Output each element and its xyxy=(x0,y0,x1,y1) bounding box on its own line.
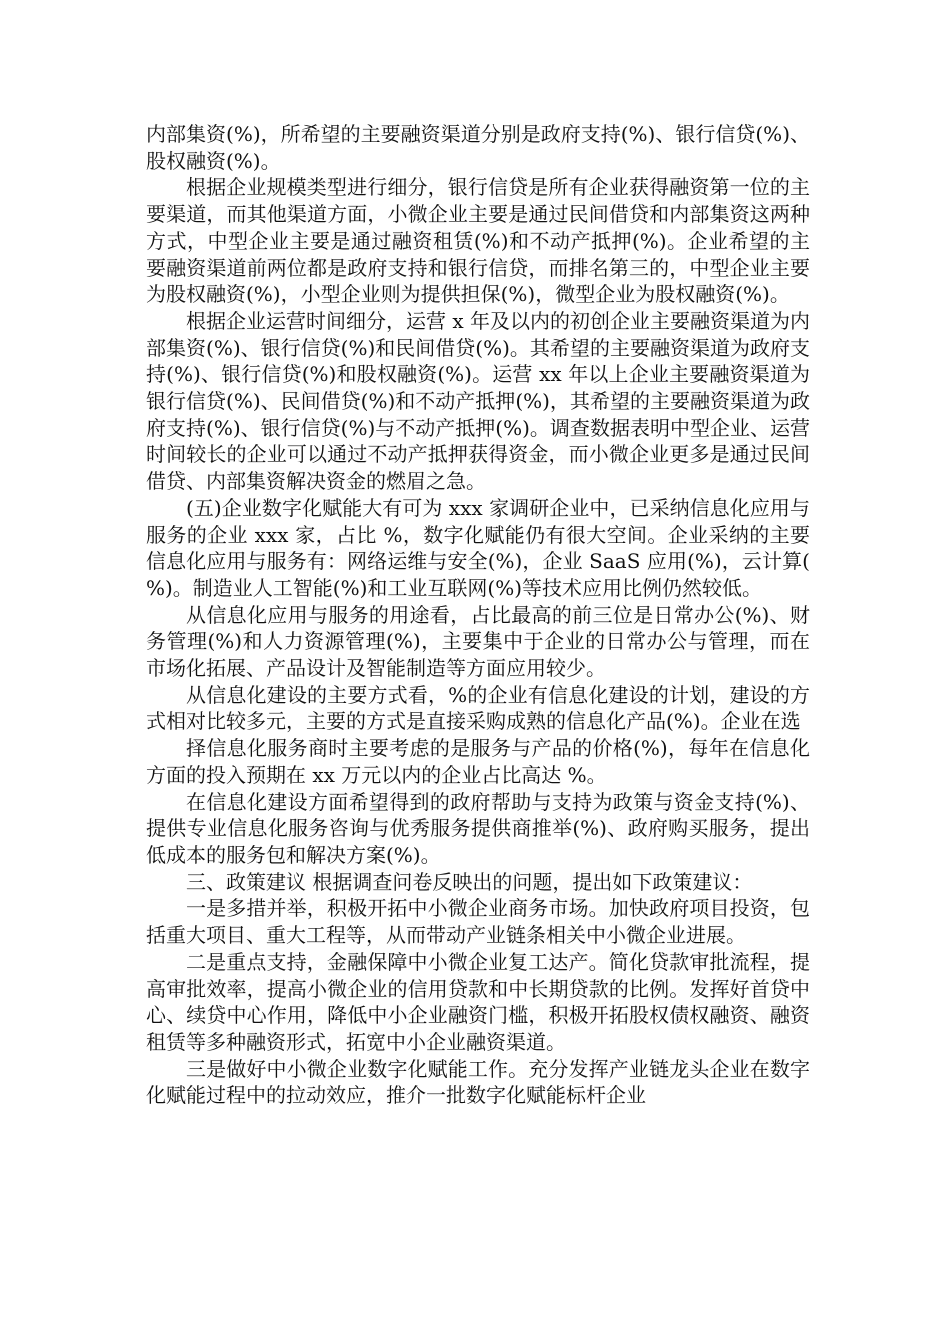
paragraph-10: 一是多措并举，积极开拓中小微企业商务市场。加快政府项目投资，包括重大项目、重大工程等，从而带动产业链条相关中小微企业进展。 xyxy=(146,896,810,948)
section-heading-policy: 三、政策建议 根据调查问卷反映出的问题，提出如下政策建议： xyxy=(186,869,753,894)
paragraph-4: (五)企业数字化赋能大有可为 xxx 家调研企业中，已采纳信息化应用与服务的企业 xxx 家，占比 %，数字化赋能仍有很大空间。企业采纳的主要信息化应用与服务有：网络运维与安全(%)，企业 SaaS 应用(%)，云计算(%)。制造业人工智能(%)和工业互联网(%)等技术应用比例仍然较低。 xyxy=(146,495,810,600)
paragraph-1: 内部集资(%)，所希望的主要融资渠道分别是政府支持(%)、银行信贷(%)、股权融资(%)。 xyxy=(146,122,810,173)
paragraph-6: 从信息化建设的主要方式看，%的企业有信息化建设的计划，建设的方式相对比较多元，主要的方式是直接采购成熟的信息化产品(%)。企业在选 xyxy=(146,682,810,734)
paragraph-8: 在信息化建设方面希望得到的政府帮助与支持为政策与资金支持(%)、提供专业信息化服务咨询与优秀服务提供商推举(%)、政府购买服务，提出低成本的服务包和解决方案(%)。 xyxy=(146,789,810,867)
paragraph-3: 根据企业运营时间细分，运营 x 年及以内的初创企业主要融资渠道为内部集资(%)、银行信贷(%)和民间借贷(%)。其希望的主要融资渠道为政府支持(%)、银行信贷(%)和股权融资(%)。运营 xx 年以上企业主要融资渠道为银行信贷(%)、民间借贷(%)和不动产抵押(%)，其希望的主要融资渠道为政府支持(%)、银行信贷(%)与不动产抵押(%)。调查数据表明中型企业、运营时间较长的企业可以通过不动产抵押获得资金，而小微企业更多是通过民间借贷、内部集资解决资金的燃眉之急。 xyxy=(146,308,810,494)
document-body xyxy=(146,121,810,1109)
paragraph-2: 根据企业规模类型进行细分，银行信贷是所有企业获得融资第一位的主要渠道，而其他渠道方面，小微企业主要是通过民间借贷和内部集资这两种方式，中型企业主要是通过融资租赁(%)和不动产抵押(%)。企业希望的主要融资渠道前两位都是政府支持和银行信贷，而排名第三的，中型企业主要为股权融资(%)，小型企业则为提供担保(%)，微型企业为股权融资(%)。 xyxy=(146,175,810,307)
paragraph-12: 三是做好中小微企业数字化赋能工作。充分发挥产业链龙头企业在数字化赋能过程中的拉动效应，推介一批数字化赋能标杆企业 xyxy=(146,1056,810,1108)
paragraph-7: 择信息化服务商时主要考虑的是服务与产品的价格(%)，每年在信息化方面的投入预期在 xx 万元以内的企业占比高达 %。 xyxy=(146,736,810,787)
paragraph-11: 二是重点支持，金融保障中小微企业复工达产。简化贷款审批流程，提高审批效率，提高小微企业的信用贷款和中长期贷款的比例。发挥好首贷中心、续贷中心作用，降低中小企业融资门槛，积极开拓股权债权融资、融资租赁等多种融资形式，拓宽中小企业融资渠道。 xyxy=(146,949,810,1054)
paragraph-5: 从信息化应用与服务的用途看，占比最高的前三位是日常办公(%)、财务管理(%)和人力资源管理(%)，主要集中于企业的日常办公与管理，而在市场化拓展、产品设计及智能制造等方面应用较少。 xyxy=(146,602,810,681)
